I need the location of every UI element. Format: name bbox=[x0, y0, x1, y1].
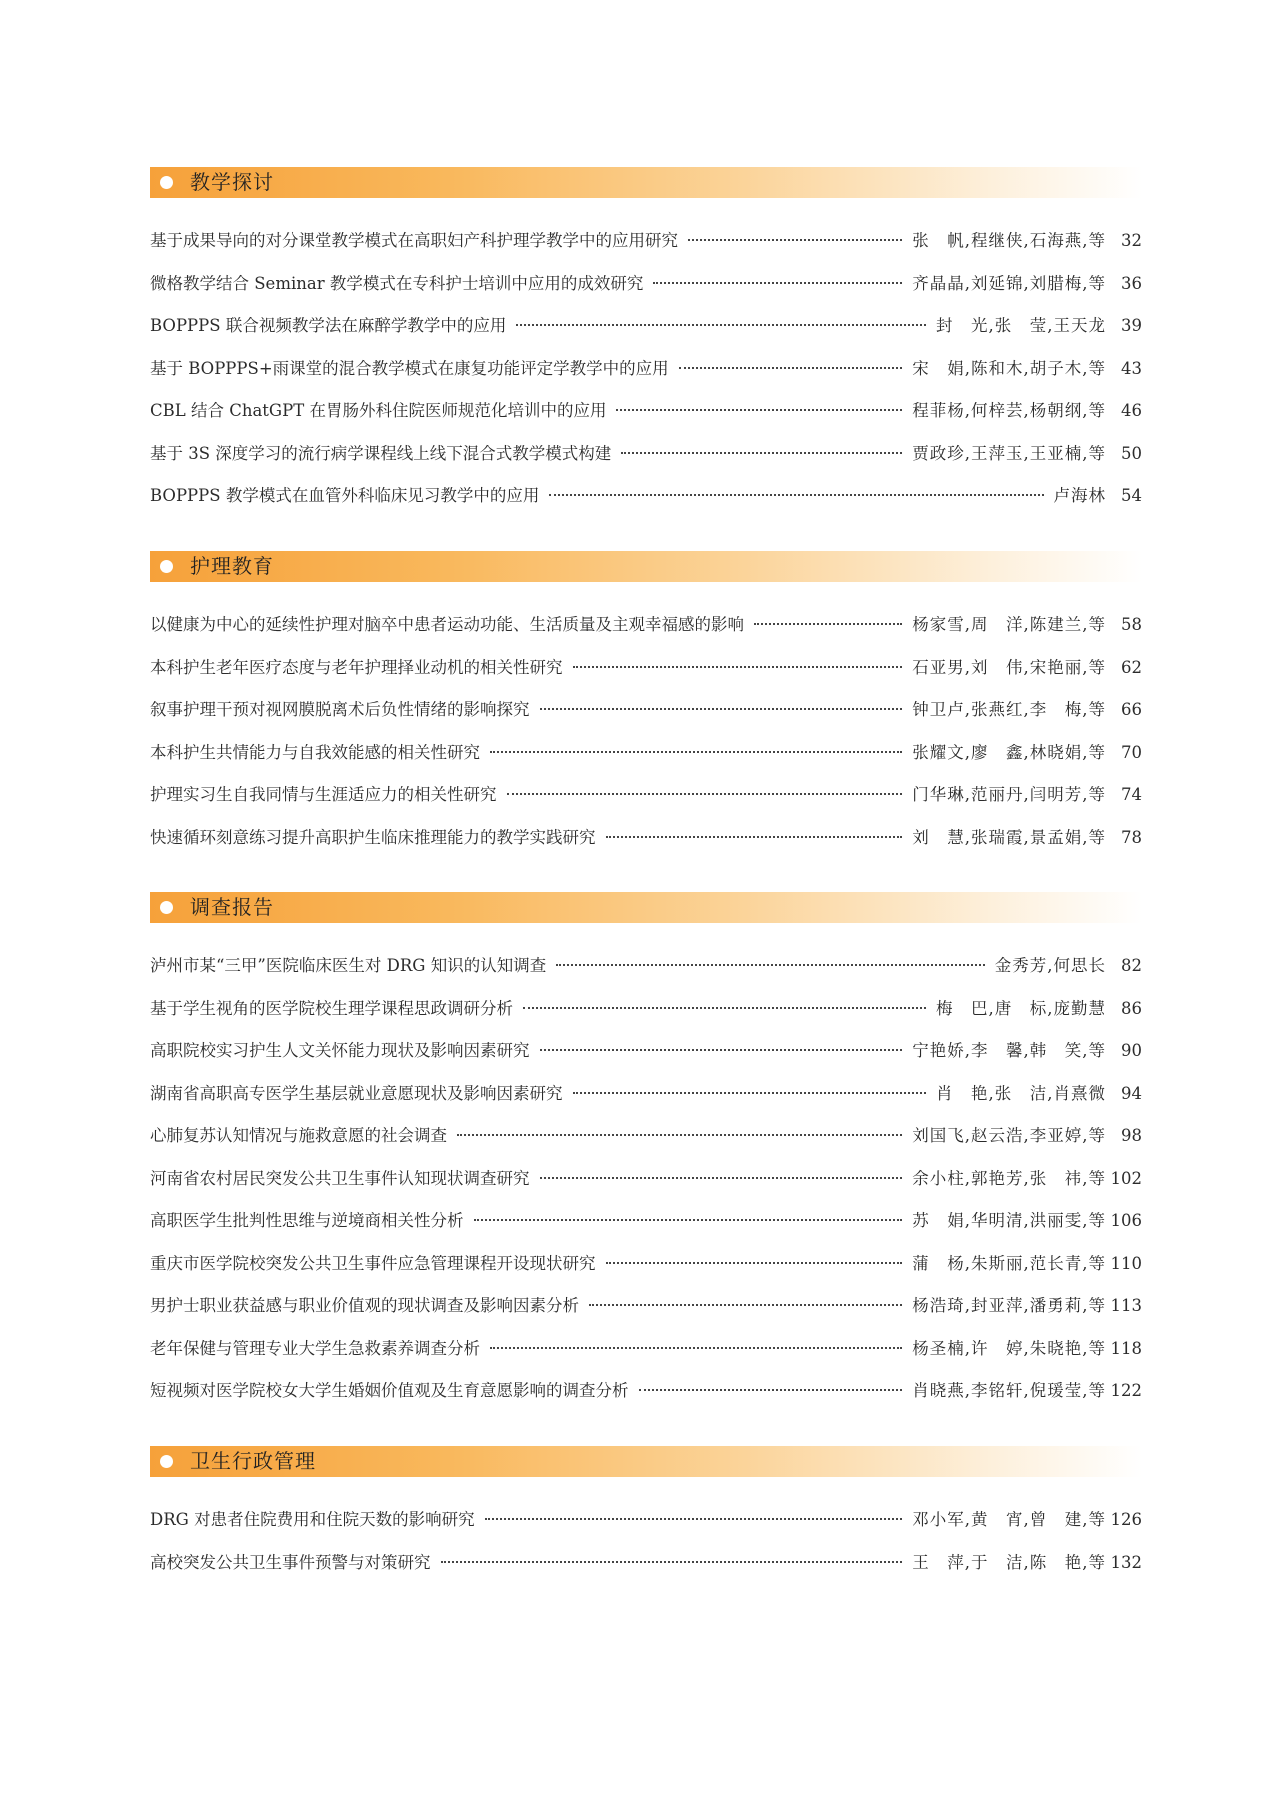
article-title: 本科护生共情能力与自我效能感的相关性研究 bbox=[150, 742, 480, 762]
article-authors: 宋 娟,陈和木,胡子木,等 bbox=[912, 358, 1106, 378]
dot-leader bbox=[606, 836, 903, 838]
article-authors: 张耀文,廖 鑫,林晓娟,等 bbox=[912, 742, 1106, 762]
article-authors: 余小柱,郭艳芳,张 祎,等 bbox=[912, 1168, 1106, 1188]
dot-leader bbox=[490, 1347, 902, 1349]
section-title: 调查报告 bbox=[190, 895, 274, 919]
toc-entry[interactable] bbox=[150, 1073, 1142, 1116]
article-authors: 宁艳娇,李 馨,韩 笑,等 bbox=[912, 1041, 1106, 1060]
article-authors: 齐晶晶,刘延锦,刘腊梅,等 bbox=[912, 273, 1106, 293]
dot-leader bbox=[621, 452, 902, 454]
dot-leader bbox=[540, 708, 903, 710]
dot-leader bbox=[540, 1049, 903, 1051]
page-number: 102 bbox=[1110, 1168, 1142, 1188]
dot-leader bbox=[549, 494, 1043, 496]
page-number: 46 bbox=[1121, 401, 1142, 420]
article-title: BOPPPS 教学模式在血管外科临床见习教学中的应用 bbox=[150, 486, 540, 505]
toc-entry[interactable] bbox=[150, 433, 1142, 476]
page-number: 82 bbox=[1121, 956, 1142, 975]
article-authors: 石亚男,刘 伟,宋艳丽,等 bbox=[912, 657, 1106, 677]
dot-leader bbox=[679, 367, 903, 369]
toc-entry[interactable] bbox=[150, 945, 1142, 988]
article-title: 泸州市某“三甲”医院临床医生对 DRG 知识的认知调查 bbox=[150, 956, 547, 975]
article-title: 河南省农村居民突发公共卫生事件认知现状调查研究 bbox=[150, 1168, 530, 1188]
article-title: 基于学生视角的医学院校生理学课程思政调研分析 bbox=[150, 998, 513, 1018]
page-number: 132 bbox=[1110, 1552, 1142, 1572]
toc-entry[interactable] bbox=[150, 1370, 1142, 1413]
page-number: 126 bbox=[1110, 1510, 1142, 1529]
dot-leader bbox=[616, 409, 902, 411]
page-number: 62 bbox=[1121, 657, 1142, 677]
toc-entry[interactable] bbox=[150, 774, 1142, 817]
article-authors: 金秀芳,何思长 bbox=[994, 956, 1106, 975]
article-authors: 杨圣楠,许 婷,朱晓艳,等 bbox=[912, 1338, 1106, 1358]
article-title: 高校突发公共卫生事件预警与对策研究 bbox=[150, 1552, 431, 1572]
dot-leader bbox=[523, 1007, 926, 1009]
entry-list bbox=[150, 1499, 1142, 1584]
article-authors: 杨家雪,周 洋,陈建兰,等 bbox=[912, 615, 1106, 634]
article-title: 心肺复苏认知情况与施救意愿的社会调查 bbox=[150, 1126, 447, 1145]
article-title: 微格教学结合 Seminar 教学模式在专科护士培训中应用的成效研究 bbox=[150, 273, 644, 293]
dot-leader bbox=[573, 666, 903, 668]
section-header bbox=[150, 167, 1142, 198]
toc-entry[interactable] bbox=[150, 220, 1142, 263]
section-title: 卫生行政管理 bbox=[190, 1449, 316, 1473]
toc-section bbox=[150, 551, 1142, 859]
article-title: DRG 对患者住院费用和住院天数的影响研究 bbox=[150, 1510, 475, 1529]
dot-leader bbox=[688, 239, 902, 241]
toc-entry[interactable] bbox=[150, 1030, 1142, 1073]
section-title: 护理教育 bbox=[190, 554, 274, 578]
toc-entry[interactable] bbox=[150, 689, 1142, 732]
article-authors: 门华琳,范丽丹,闫明芳,等 bbox=[912, 785, 1106, 804]
dot-leader bbox=[653, 282, 902, 284]
dot-leader bbox=[507, 793, 903, 795]
article-title: CBL 结合 ChatGPT 在胃肠外科住院医师规范化培训中的应用 bbox=[150, 401, 607, 420]
article-authors: 杨浩琦,封亚萍,潘勇莉,等 bbox=[912, 1296, 1106, 1315]
article-title: 高职院校实习护生人文关怀能力现状及影响因素研究 bbox=[150, 1041, 530, 1060]
article-title: 叙事护理干预对视网膜脱离术后负性情绪的影响探究 bbox=[150, 700, 530, 719]
toc-entry[interactable] bbox=[150, 1499, 1142, 1542]
bullet-dot-icon bbox=[160, 560, 173, 573]
toc-entry[interactable] bbox=[150, 817, 1142, 860]
page-number: 113 bbox=[1110, 1296, 1142, 1315]
page-number: 98 bbox=[1121, 1126, 1142, 1145]
article-title: BOPPPS 联合视频教学法在麻醉学教学中的应用 bbox=[150, 316, 507, 335]
article-authors: 蒲 杨,朱斯丽,范长青,等 bbox=[912, 1253, 1106, 1273]
toc-entry[interactable] bbox=[150, 1285, 1142, 1328]
entry-list bbox=[150, 604, 1142, 859]
article-authors: 卢海林 bbox=[1053, 486, 1106, 505]
entry-list bbox=[150, 220, 1142, 518]
toc-entry[interactable] bbox=[150, 263, 1142, 306]
toc-entry[interactable] bbox=[150, 732, 1142, 775]
toc-entry[interactable] bbox=[150, 647, 1142, 690]
article-authors: 肖 艳,张 洁,肖熹微 bbox=[936, 1083, 1106, 1103]
dot-leader bbox=[516, 324, 926, 326]
bullet-dot-icon bbox=[160, 1455, 173, 1468]
page-number: 50 bbox=[1121, 443, 1142, 463]
page-number: 110 bbox=[1110, 1253, 1142, 1273]
article-authors: 苏 娟,华明清,洪丽雯,等 bbox=[912, 1211, 1106, 1230]
toc-entry[interactable] bbox=[150, 348, 1142, 391]
page-number: 94 bbox=[1121, 1083, 1142, 1103]
page-number: 39 bbox=[1121, 316, 1142, 335]
page-number: 118 bbox=[1110, 1338, 1142, 1358]
article-authors: 张 帆,程继侠,石海燕,等 bbox=[912, 231, 1106, 250]
page-number: 36 bbox=[1121, 273, 1142, 293]
article-authors: 王 萍,于 洁,陈 艳,等 bbox=[912, 1552, 1106, 1572]
page-number: 43 bbox=[1121, 358, 1142, 378]
article-title: 高职医学生批判性思维与逆境商相关性分析 bbox=[150, 1211, 464, 1230]
toc-section bbox=[150, 892, 1142, 1413]
toc-entry[interactable] bbox=[150, 1158, 1142, 1201]
dot-leader bbox=[589, 1304, 902, 1306]
article-title: 男护士职业获益感与职业价值观的现状调查及影响因素分析 bbox=[150, 1296, 579, 1315]
toc-entry[interactable] bbox=[150, 1200, 1142, 1243]
article-title: 基于 3S 深度学习的流行病学课程线上线下混合式教学模式构建 bbox=[150, 443, 612, 463]
page-number: 86 bbox=[1121, 998, 1142, 1018]
article-title: 本科护生老年医疗态度与老年护理择业动机的相关性研究 bbox=[150, 657, 563, 677]
page-number: 122 bbox=[1110, 1381, 1142, 1400]
page-number: 32 bbox=[1121, 231, 1142, 250]
page-number: 74 bbox=[1121, 785, 1142, 804]
article-authors: 程菲杨,何梓芸,杨朝纲,等 bbox=[912, 401, 1106, 420]
section-header bbox=[150, 1446, 1142, 1477]
article-authors: 梅 巴,唐 标,庞勤慧 bbox=[936, 998, 1106, 1018]
dot-leader bbox=[490, 751, 902, 753]
dot-leader bbox=[606, 1262, 903, 1264]
article-authors: 贾政珍,王萍玉,王亚楠,等 bbox=[912, 443, 1106, 463]
page-number: 78 bbox=[1121, 827, 1142, 847]
toc-section bbox=[150, 167, 1142, 518]
article-title: 短视频对医学院校女大学生婚姻价值观及生育意愿影响的调查分析 bbox=[150, 1381, 629, 1400]
dot-leader bbox=[639, 1389, 903, 1391]
section-title: 教学探讨 bbox=[190, 170, 274, 194]
article-title: 基于 BOPPPS+雨课堂的混合教学模式在康复功能评定学教学中的应用 bbox=[150, 358, 669, 378]
dot-leader bbox=[573, 1092, 927, 1094]
dot-leader bbox=[485, 1518, 903, 1520]
article-title: 快速循环刻意练习提升高职护生临床推理能力的教学实践研究 bbox=[150, 827, 596, 847]
toc-entry[interactable] bbox=[150, 988, 1142, 1031]
section-header bbox=[150, 551, 1142, 582]
bullet-dot-icon bbox=[160, 176, 173, 189]
toc-entry[interactable] bbox=[150, 475, 1142, 518]
toc-entry[interactable] bbox=[150, 1115, 1142, 1158]
bullet-dot-icon bbox=[160, 901, 173, 914]
dot-leader bbox=[457, 1134, 902, 1136]
dot-leader bbox=[540, 1177, 903, 1179]
page-number: 58 bbox=[1121, 615, 1142, 634]
article-authors: 封 光,张 莹,王天龙 bbox=[936, 316, 1106, 335]
article-authors: 肖晓燕,李铭轩,倪瑗莹,等 bbox=[912, 1381, 1106, 1400]
toc-entry[interactable] bbox=[150, 1542, 1142, 1585]
article-authors: 钟卫卢,张燕红,李 梅,等 bbox=[912, 700, 1106, 719]
section-header bbox=[150, 892, 1142, 923]
dot-leader bbox=[474, 1219, 903, 1221]
page-number: 54 bbox=[1121, 486, 1142, 505]
article-authors: 刘 慧,张瑞霞,景孟娟,等 bbox=[912, 827, 1106, 847]
article-title: 护理实习生自我同情与生涯适应力的相关性研究 bbox=[150, 785, 497, 804]
toc-entry[interactable] bbox=[150, 604, 1142, 647]
page-number: 106 bbox=[1110, 1211, 1142, 1230]
article-title: 重庆市医学院校突发公共卫生事件应急管理课程开设现状研究 bbox=[150, 1253, 596, 1273]
article-title: 以健康为中心的延续性护理对脑卒中患者运动功能、生活质量及主观幸福感的影响 bbox=[150, 615, 744, 634]
page-number: 70 bbox=[1121, 742, 1142, 762]
entry-list bbox=[150, 945, 1142, 1413]
dot-leader bbox=[441, 1561, 903, 1563]
dot-leader bbox=[754, 623, 902, 625]
toc-entry[interactable] bbox=[150, 390, 1142, 433]
article-title: 湖南省高职高专医学生基层就业意愿现状及影响因素研究 bbox=[150, 1083, 563, 1103]
page-number: 90 bbox=[1121, 1041, 1142, 1060]
dot-leader bbox=[556, 964, 985, 966]
article-title: 基于成果导向的对分课堂教学模式在高职妇产科护理学教学中的应用研究 bbox=[150, 231, 678, 250]
toc-entry[interactable] bbox=[150, 1243, 1142, 1286]
page-number: 66 bbox=[1121, 700, 1142, 719]
article-authors: 刘国飞,赵云浩,李亚婷,等 bbox=[912, 1126, 1106, 1145]
article-title: 老年保健与管理专业大学生急救素养调查分析 bbox=[150, 1338, 480, 1358]
toc-section bbox=[150, 1446, 1142, 1584]
toc-entry[interactable] bbox=[150, 1328, 1142, 1371]
toc-entry[interactable] bbox=[150, 305, 1142, 348]
article-authors: 邓小军,黄 宵,曾 建,等 bbox=[912, 1510, 1106, 1529]
